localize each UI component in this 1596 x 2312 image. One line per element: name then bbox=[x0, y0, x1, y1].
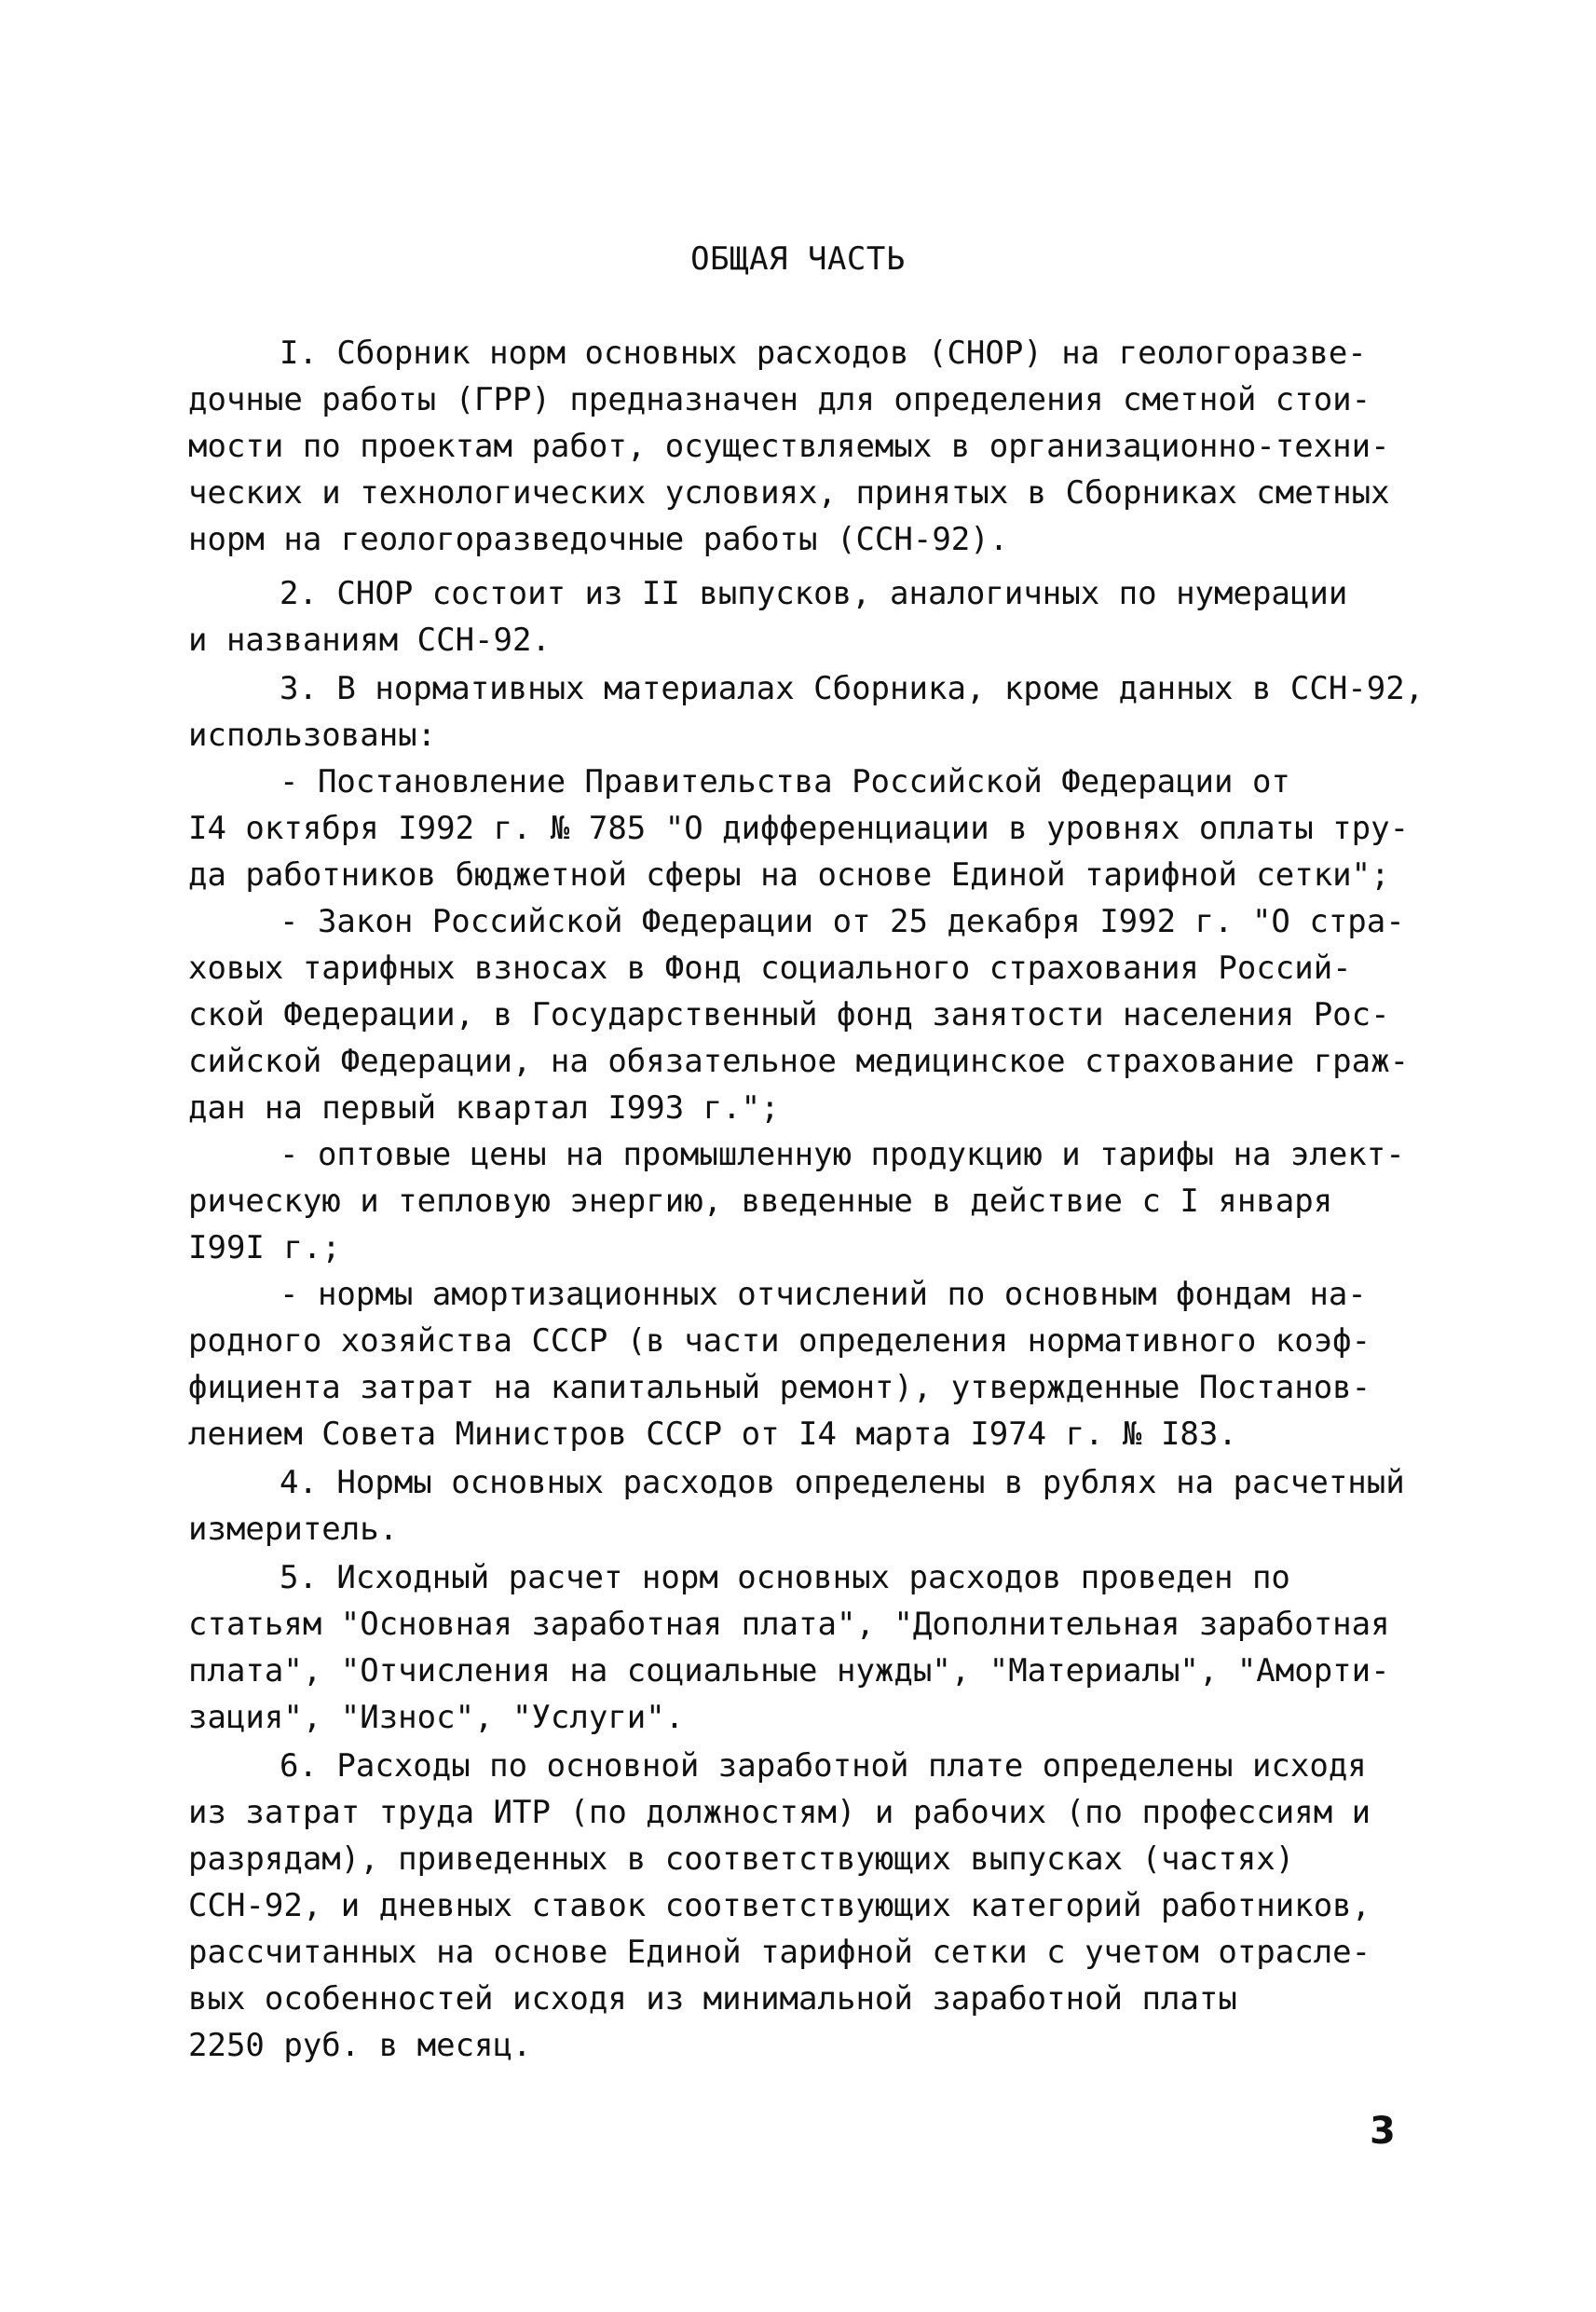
text-line: ССН-92, и дневных ставок соответствующих категорий работников, bbox=[188, 1887, 1371, 1924]
text-line: зация", "Износ", "Услуги". bbox=[188, 1699, 685, 1736]
text-line: использованы: bbox=[188, 717, 437, 754]
text-line: рическую и тепловую энергию, введенные в действие с I января bbox=[188, 1183, 1333, 1220]
text-line: ховых тарифных взносах в Фонд социального страхования Россий- bbox=[188, 950, 1352, 987]
section-title: ОБЩАЯ ЧАСТЬ bbox=[690, 240, 906, 278]
text-line: лением Совета Министров СССР от I4 марта I974 г. № I83. bbox=[188, 1416, 1237, 1453]
text-line: ческих и технологических условиях, принятых в Сборниках сметных bbox=[188, 474, 1390, 512]
page-number: 3 bbox=[1370, 2110, 1396, 2153]
text-line: I4 октября I992 г. № 785 "О дифференциации в уровнях оплаты тру- bbox=[188, 810, 1410, 847]
text-line: мости по проектам работ, осуществляемых в организационно-техни- bbox=[188, 428, 1390, 465]
text-line: - оптовые цены на промышленную продукцию и тарифы на элект- bbox=[280, 1136, 1405, 1173]
text-line: сийской Федерации, на обязательное медицинское страхование граж- bbox=[188, 1043, 1410, 1080]
text-line: 3. В нормативных материалах Сборника, кроме данных в ССН-92, bbox=[280, 670, 1425, 707]
text-line: ской Федерации, в Государственный фонд занятости населения Рос- bbox=[188, 996, 1390, 1033]
text-line: 6. Расходы по основной заработной плате определены исходя bbox=[280, 1747, 1367, 1785]
text-line: дочные работы (ГРР) предназначен для определения сметной стои- bbox=[188, 381, 1371, 418]
text-line: рассчитанных на основе Единой тарифной сетки с учетом отрасле- bbox=[188, 1934, 1371, 1971]
text-line: статьям "Основная заработная плата", "Дополнительная заработная bbox=[188, 1606, 1390, 1643]
text-line: норм на геологоразведочные работы (ССН-92). bbox=[188, 521, 1009, 558]
text-line: I. Сборник норм основных расходов (СНОР) на геологоразве- bbox=[280, 335, 1367, 372]
text-line: 5. Исходный расчет норм основных расходов проведен по bbox=[280, 1559, 1290, 1596]
text-line: I99I г.; bbox=[188, 1229, 341, 1266]
text-line: разрядам), приведенных в соответствующих выпусках (частях) bbox=[188, 1840, 1295, 1878]
text-line: дан на первый квартал I993 г."; bbox=[188, 1089, 780, 1127]
text-line: плата", "Отчисления на социальные нужды", "Материалы", "Аморти- bbox=[188, 1652, 1390, 1690]
text-line: 2. СНОР состоит из II выпусков, аналогичных по нумерации bbox=[280, 575, 1348, 612]
text-line: - нормы амортизационных отчислений по основным фондам на- bbox=[280, 1276, 1367, 1313]
text-line: родного хозяйства СССР (в части определения нормативного коэф- bbox=[188, 1322, 1371, 1360]
text-line: - Постановление Правительства Российской Федерации от bbox=[280, 763, 1290, 800]
text-line: 2250 руб. в месяц. bbox=[188, 2027, 532, 2064]
text-line: - Закон Российской Федерации от 25 декабря I992 г. "О стра- bbox=[280, 903, 1405, 940]
text-line: 4. Нормы основных расходов определены в рублях на расчетный bbox=[280, 1464, 1405, 1501]
text-line: из затрат труда ИТР (по должностям) и рабочих (по профессиям и bbox=[188, 1794, 1371, 1831]
text-line: фициента затрат на капитальный ремонт), утвержденные Постанов- bbox=[188, 1369, 1371, 1406]
text-line: измеритель. bbox=[188, 1511, 399, 1548]
text-line: и названиям ССН-92. bbox=[188, 622, 551, 659]
text-line: вых особенностей исходя из минимальной заработной платы bbox=[188, 1980, 1237, 2018]
text-line: да работников бюджетной сферы на основе Единой тарифной сетки"; bbox=[188, 856, 1390, 894]
